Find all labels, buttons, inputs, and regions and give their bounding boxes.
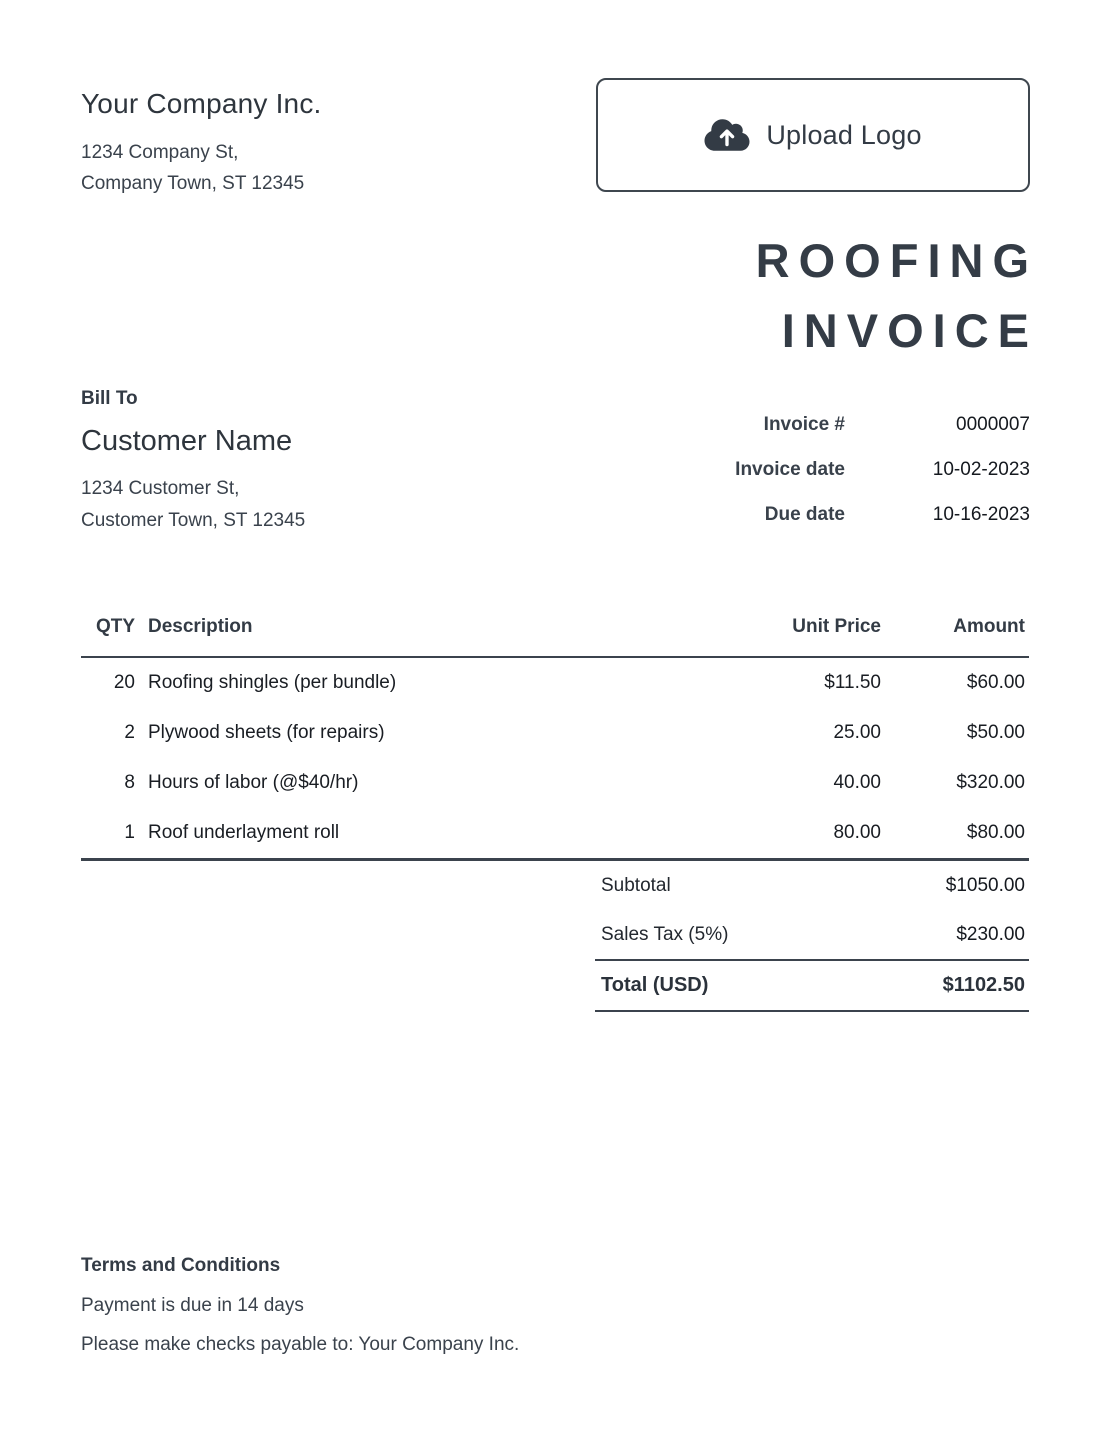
sales-tax-label: Sales Tax (5%) bbox=[601, 923, 729, 945]
total-row bbox=[595, 961, 1029, 1010]
cell-unit-price: 40.00 bbox=[833, 772, 881, 793]
upload-logo-label: Upload Logo bbox=[766, 119, 922, 150]
customer-address bbox=[81, 473, 305, 537]
cloud-upload-icon bbox=[704, 117, 750, 153]
table-header-row bbox=[81, 616, 1029, 658]
cell-description: Hours of labor (@$40/hr) bbox=[148, 772, 359, 793]
table-body bbox=[81, 658, 1029, 861]
invoice-number-row bbox=[600, 414, 1030, 459]
cell-description: Plywood sheets (for repairs) bbox=[148, 722, 385, 743]
bill-to-block bbox=[81, 388, 305, 537]
cell-description: Roofing shingles (per bundle) bbox=[148, 672, 397, 693]
customer-address-line2: Customer Town, ST 12345 bbox=[81, 510, 306, 531]
company-address-line2: Company Town, ST 12345 bbox=[81, 173, 305, 194]
document-title bbox=[755, 226, 1038, 366]
upload-logo-button[interactable] bbox=[596, 78, 1030, 192]
cell-unit-price: 25.00 bbox=[833, 722, 881, 743]
cell-qty: 1 bbox=[124, 822, 135, 843]
terms-line1: Payment is due in 14 days bbox=[81, 1295, 304, 1316]
table-row bbox=[81, 708, 1029, 758]
table-row bbox=[81, 808, 1029, 858]
company-address bbox=[81, 137, 322, 199]
document-title-line1: ROOFING bbox=[755, 234, 1038, 287]
totals-divider-bottom bbox=[595, 1010, 1029, 1012]
invoice-date-value: 10-02-2023 bbox=[932, 459, 1030, 480]
header-unit-price: Unit Price bbox=[792, 616, 881, 637]
invoice-number-value: 0000007 bbox=[956, 414, 1030, 435]
header-qty: QTY bbox=[95, 616, 135, 637]
total-value: $1102.50 bbox=[942, 974, 1025, 996]
cell-amount: $60.00 bbox=[966, 672, 1025, 693]
company-address-line1: 1234 Company St, bbox=[81, 142, 239, 163]
invoice-number-label: Invoice # bbox=[763, 414, 845, 435]
cell-qty: 2 bbox=[124, 722, 135, 743]
sales-tax-row bbox=[595, 910, 1029, 959]
subtotal-row bbox=[595, 861, 1029, 910]
cell-description: Roof underlayment roll bbox=[148, 822, 340, 843]
header-description: Description bbox=[148, 616, 253, 637]
table-row bbox=[81, 658, 1029, 708]
due-date-value: 10-16-2023 bbox=[932, 504, 1030, 525]
invoice-date-label: Invoice date bbox=[735, 459, 845, 480]
cell-unit-price: 80.00 bbox=[833, 822, 881, 843]
company-block bbox=[81, 88, 322, 199]
terms-line2: Please make checks payable to: Your Company Inc. bbox=[81, 1334, 520, 1355]
cell-qty: 20 bbox=[113, 672, 135, 693]
subtotal-label: Subtotal bbox=[601, 874, 671, 896]
cell-amount: $50.00 bbox=[966, 722, 1025, 743]
line-items-table bbox=[81, 616, 1029, 861]
cell-amount: $80.00 bbox=[966, 822, 1025, 843]
subtotal-value: $1050.00 bbox=[945, 874, 1025, 896]
total-label: Total (USD) bbox=[601, 974, 709, 996]
due-date-label: Due date bbox=[764, 504, 845, 525]
totals-block bbox=[595, 861, 1029, 1012]
customer-address-line1: 1234 Customer St, bbox=[81, 478, 240, 499]
terms-block bbox=[81, 1255, 519, 1356]
cell-amount: $320.00 bbox=[956, 772, 1025, 793]
invoice-meta bbox=[600, 414, 1030, 549]
due-date-row bbox=[600, 504, 1030, 549]
customer-name: Customer Name bbox=[81, 425, 293, 457]
invoice-date-row bbox=[600, 459, 1030, 504]
terms-heading: Terms and Conditions bbox=[81, 1255, 281, 1276]
cell-unit-price: $11.50 bbox=[824, 672, 881, 693]
bill-to-label: Bill To bbox=[81, 388, 138, 409]
sales-tax-value: $230.00 bbox=[956, 923, 1025, 945]
company-name: Your Company Inc. bbox=[81, 88, 322, 119]
document-title-line2: INVOICE bbox=[781, 304, 1038, 357]
header-amount: Amount bbox=[953, 616, 1025, 637]
table-row bbox=[81, 758, 1029, 808]
cell-qty: 8 bbox=[124, 772, 135, 793]
